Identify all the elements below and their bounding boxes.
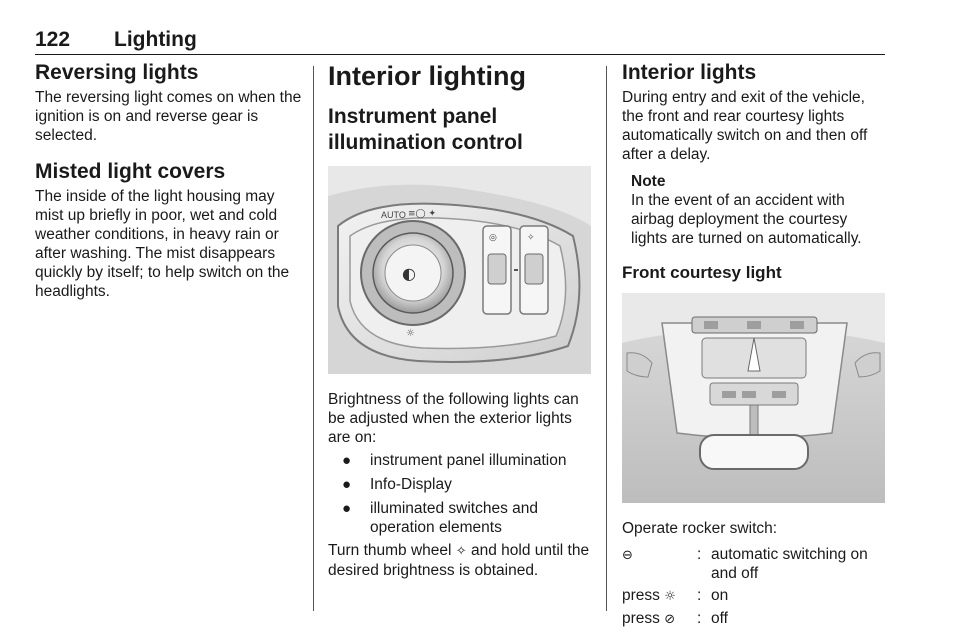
interior-lighting-heading: Interior lighting [328,61,526,91]
reversing-lights-heading: Reversing lights [35,61,199,84]
light-switch-image [328,166,591,374]
list-item: ● illuminated switches and operation elements [342,500,539,536]
light-off-icon: ⊘ [664,612,676,627]
brightness-list [328,451,593,537]
column-2 [328,60,593,580]
light-on-icon: ☼ [664,589,676,604]
list-item: ● Info-Display [342,476,452,493]
courtesy-light-image [622,293,885,503]
svg-text:✧: ✧ [527,233,535,243]
svg-text:◎: ◎ [489,233,497,243]
light-switch-illustration [328,166,591,374]
note-title: Note [631,173,666,190]
svg-text:☼: ☼ [406,328,415,339]
misted-covers-text: The inside of the light housing may mist up briefly in poor, wet and cold weather conditions, in heavy rain or after washing. The mist disappears quickly by itself; to help switch on the headlights. [35,188,290,300]
thumb-wheel-icon: ✧ [455,544,467,559]
operate-rocker-text: Operate rocker switch: [622,520,778,537]
interior-lights-heading: Interior lights [622,61,757,84]
front-courtesy-heading: Front courtesy light [622,263,782,282]
table-row: press ⊘ : off [622,610,728,627]
section-title: Lighting [114,28,197,51]
door-light-icon: ⊖ [622,548,633,563]
rocker-switch-table [622,545,886,632]
reversing-lights-text: The reversing light comes on when the ignition is on and reverse gear is selected. [35,89,302,144]
brightness-intro: Brightness of the following lights can be adjusted when the exterior lights are on: [328,391,579,446]
column-divider [606,66,607,611]
list-item: ● instrument panel illumination [342,452,567,469]
page-number: 122 [35,28,71,51]
thumb-wheel-text: Turn thumb wheel ✧ and hold until the desired brightness is obtained. [328,542,590,579]
misted-covers-heading: Misted light covers [35,160,226,183]
courtesy-light-illustration [622,293,885,503]
column-3 [622,60,886,632]
table-row: ⊖ : automatic switching on and off [622,546,868,582]
interior-lights-intro: During entry and exit of the vehicle, the front and rear courtesy lights automatically switch on and then off after a delay. [622,89,868,163]
table-row: press ☼ : on [622,587,729,604]
page-header [35,26,885,55]
svg-text:◐: ◐ [402,264,416,283]
svg-text:≡◯ ✦: ≡◯ ✦ [408,209,437,219]
note-text: In the event of an accident with airbag deployment the courtesy lights are turned on automatically. [631,192,862,247]
column-1 [35,60,303,301]
column-divider [313,66,314,611]
instrument-panel-heading: Instrument panel illumination control [328,105,523,154]
auto-label: AUTO [381,210,406,220]
note-box [631,172,886,248]
